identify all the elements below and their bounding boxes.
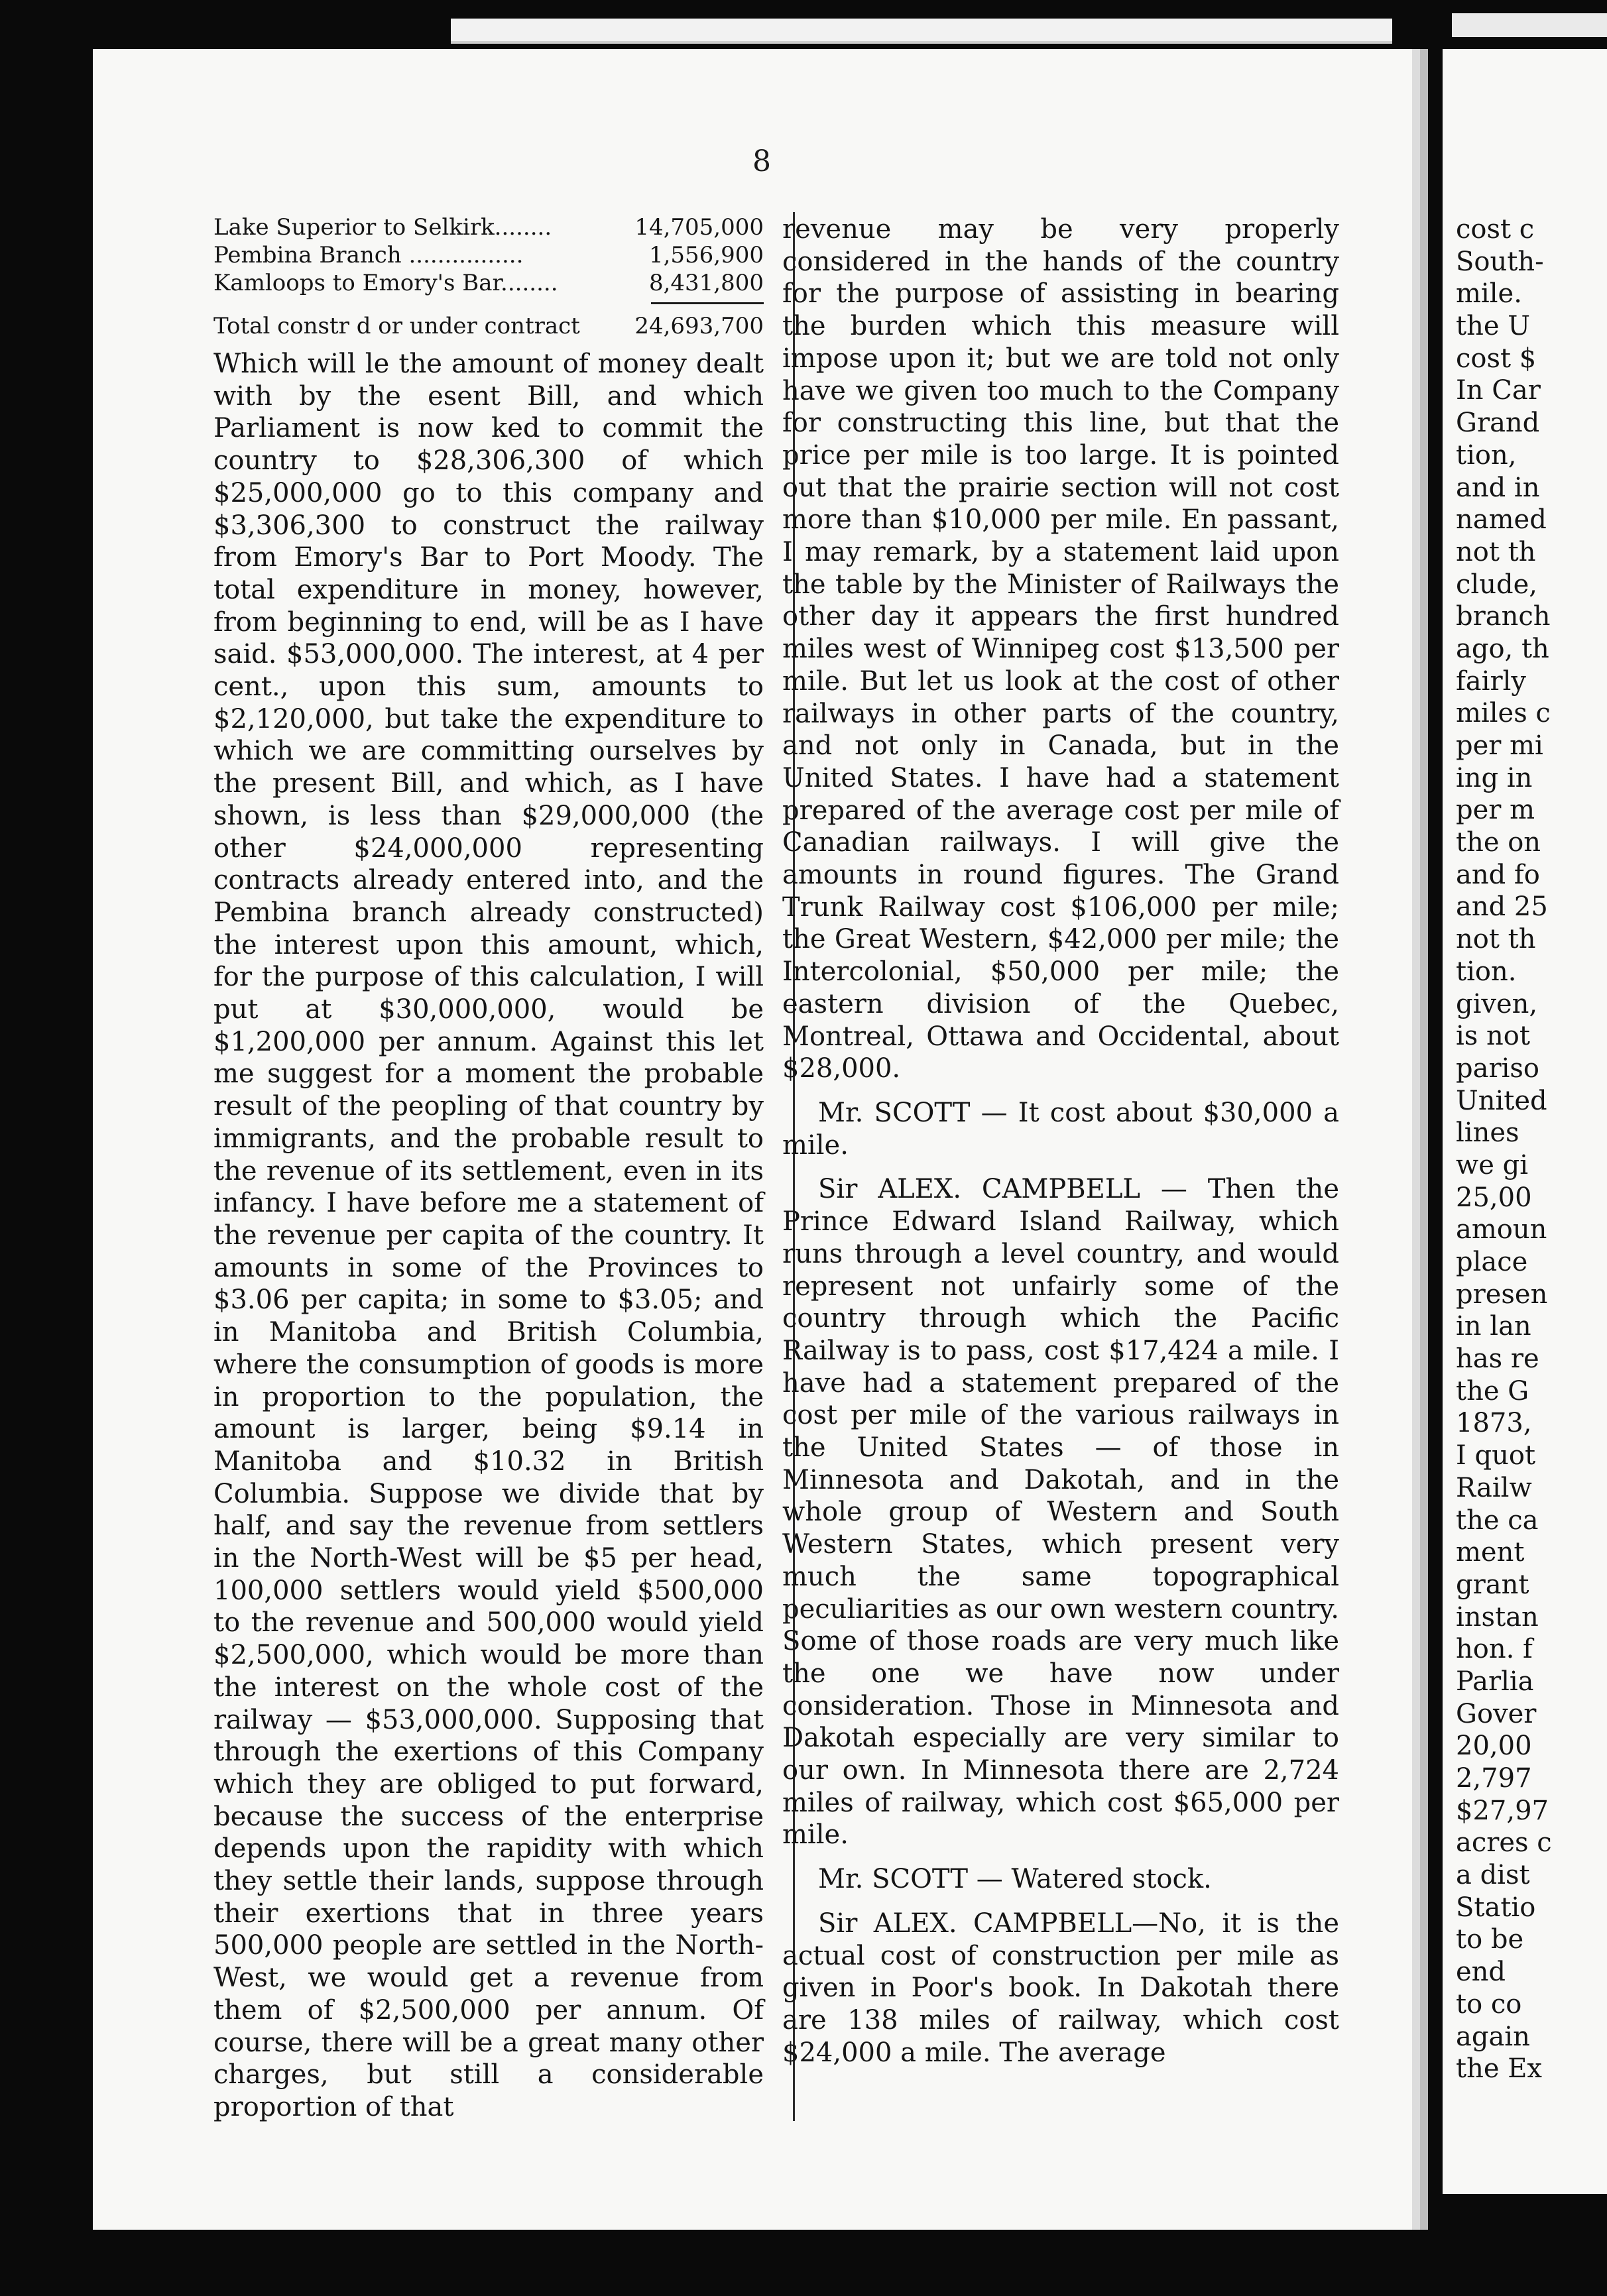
right-column-line: United <box>1456 1085 1547 1116</box>
page-number: 8 <box>752 144 771 178</box>
total-row <box>213 312 764 340</box>
right-column-line: has re <box>1456 1344 1539 1375</box>
right-column-line: given, <box>1456 988 1538 1019</box>
right-column-line: not th <box>1456 924 1536 955</box>
right-column-line: Gover <box>1456 1698 1537 1729</box>
right-column-line: Railw <box>1456 1472 1532 1503</box>
right-column-line: branch <box>1456 601 1551 632</box>
table-row <box>213 269 764 297</box>
table-row-value: 14,705,000 <box>634 214 764 241</box>
right-column-line: Statio <box>1456 1892 1536 1923</box>
right-column-line: 25,00 <box>1456 1182 1532 1213</box>
cost-table <box>213 213 764 297</box>
middle-column <box>782 213 1339 2069</box>
mid-paragraph-5: Sir ALEX. CAMPBELL—No, it is the actual cost of construction per mile as given in Poor's book. In Dakotah there are 138 miles of railway, which cost $24,000 a mile. The average <box>782 1908 1339 2068</box>
right-column-line: per mi <box>1456 730 1543 761</box>
table-row-label: Lake Superior to Selkirk........ <box>213 214 552 241</box>
table-row <box>213 213 764 241</box>
right-column-line: the U <box>1456 311 1530 342</box>
right-column-line: pariso <box>1456 1053 1539 1084</box>
right-column-line: we gi <box>1456 1149 1529 1180</box>
right-column-fragments <box>1456 213 1602 2085</box>
right-column-line: lines <box>1456 1118 1519 1149</box>
right-column-line: 2,797 <box>1456 1763 1532 1794</box>
right-column-line: the G <box>1456 1375 1529 1406</box>
mid-paragraph-1: revenue may be very properly considered in the hands of the country for the purpose of assisting in bearing the burden which this measure will impose upon it; but we are told not only have we given too much to the Company for constructing this line, but that the price per mile is too large. It is pointed out that the prairie section will not cost more than $10,000 per mile. En passant, I may remark, by a statement laid upon the table by the Minister of Railways the other day it appears the first hundred miles west of Winnipeg cost $13,500 per mile. But let us look at the cost of other railways in other parts of the country, and not only in Canada, but in the United States. I have had a statement prepared of the average cost per mile of Canadian railways. I will give the amounts in round figures. The Grand Trunk Railway cost $106,000 per mile; the Great Western, $42,000 per mile; the Intercolonial, $50,000 per mile; the eastern division of the Quebec, Montreal, Ottawa and Occidental, about $28,000. <box>782 214 1339 1084</box>
right-column-line: In Car <box>1456 375 1541 406</box>
right-column-line: miles c <box>1456 698 1551 729</box>
right-column-line: cost c <box>1456 214 1535 245</box>
right-column-line: cost $ <box>1456 343 1537 374</box>
right-column-line: clude, <box>1456 569 1537 600</box>
right-column-line: fairly <box>1456 665 1526 697</box>
right-column-line: tion, <box>1456 439 1517 471</box>
right-column-line: the ca <box>1456 1505 1539 1536</box>
right-column-line: is not <box>1456 1021 1530 1052</box>
right-column-line: ment <box>1456 1537 1525 1568</box>
left-column <box>213 213 764 2124</box>
mid-paragraph-2: Mr. SCOTT — It cost about $30,000 a mile. <box>782 1097 1339 1161</box>
right-column-line: ago, th <box>1456 633 1549 664</box>
right-column-line: grant <box>1456 1569 1529 1600</box>
right-column-line: I quot <box>1456 1440 1536 1471</box>
right-column-line: mile. <box>1456 278 1522 310</box>
right-column-line: South- <box>1456 246 1544 277</box>
mid-paragraph-3: Sir ALEX. CAMPBELL — Then the Prince Edward Island Railway, which runs through a level country, and would represent not unfairly some of the country through which the Pacific Railway is to pass, cost $17,424 a mile. I have had a statement prepared of the cost per mile of the various railways in the United States — of those in Minnesota and Dakotah, and in the whole group of Western and South Western States, which present very much the same topographical peculiarities as our own western country. Some of those roads are very much like the one we have now under consideration. Those in Minnesota and Dakotah especially are very similar to our own. In Minnesota there are 2,724 miles of railway, which cost $65,000 per mile. <box>782 1174 1339 1851</box>
right-column-line: 1873, <box>1456 1408 1532 1439</box>
film-strip-top <box>451 19 1392 44</box>
total-value: 24,693,700 <box>634 313 764 339</box>
right-column-line: Parlia <box>1456 1666 1534 1697</box>
right-column-line: ing in <box>1456 762 1533 793</box>
film-strip-top-right <box>1452 13 1607 37</box>
table-row-value: 1,556,900 <box>648 242 764 268</box>
right-column-line: per m <box>1456 795 1535 826</box>
right-column-line: and fo <box>1456 859 1540 890</box>
right-column-line: hon. f <box>1456 1634 1533 1665</box>
table-row-value: 8,431,800 <box>648 270 764 296</box>
mid-paragraph-4: Mr. SCOTT — Watered stock. <box>818 1864 1212 1895</box>
right-column-line: and 25 <box>1456 891 1548 923</box>
right-column-line: to co <box>1456 1988 1522 2020</box>
right-column-line: and in <box>1456 472 1540 503</box>
right-column-line: acres c <box>1456 1827 1552 1859</box>
right-column-line: Grand <box>1456 408 1540 439</box>
right-column-line: the Ex <box>1456 2053 1542 2085</box>
left-body-text: Which will le the amount of money dealt with by the esent Bill, and which Parliament is now ked to commit the country to $28,306,300 of which $25,000,000 go to this company and $3,306,300 to construct the railway from Emory's Bar to Port Moody. The total expenditure in money, however, from beginning to end, will be as I have said. $53,000,000. The interest, at 4 per cent., upon this sum, amounts to $2,120,000, but take the expenditure to which we are committing ourselves by the present Bill, and which, as I have shown, is less than $29,000,000 (the other $24,000,000 representing contracts already entered into, and the Pembina branch already constructed) the interest upon this amount, which, for the purpose of this calculation, I will put at $30,000,000, would be $1,200,000 per annum. Against this let me suggest for a moment the probable result of the peopling of that country by immigrants, and the probable result to the revenue of its settlement, even in its infancy. I have before me a statement of the revenue per capita of the country. It amounts in some of the Provinces to $3.06 per capita; in some to $3.05; and in Manitoba and British Columbia, where the consumption of goods is more in proportion to the population, the amount is larger, being $9.14 in Manitoba and $10.32 in British Columbia. Suppose we divide that by half, and say the revenue from settlers in the North-West will be $5 per head, 100,000 settlers would yield $500,000 to the revenue and 500,000 would yield $2,500,000, which would be more than the interest on the whole cost of the railway — $53,000,000. Supposing that through the exertions of this Company which they are obliged to put forward, because the success of the enterprise depends upon the rapidity with which they settle their lands, suppose through their exertions that in three years 500,000 people are settled in the North-West, we would get a revenue from them of $2,500,000 per annum. Of course, there will be a great many other charges, but still a considerable proportion of that <box>213 349 764 2122</box>
table-row-label: Pembina Branch ................ <box>213 242 524 268</box>
right-column-line: tion. <box>1456 956 1517 987</box>
right-column-line: presen <box>1456 1279 1548 1310</box>
right-column-line: end <box>1456 1957 1506 1988</box>
table-row-label: Kamloops to Emory's Bar........ <box>213 270 558 296</box>
right-column-line: place <box>1456 1247 1528 1277</box>
right-column-line: to be <box>1456 1924 1524 1955</box>
right-column-line: in lan <box>1456 1311 1531 1342</box>
right-column-line: instan <box>1456 1601 1539 1633</box>
total-label: Total constr d or under contract <box>213 313 580 339</box>
right-column-line: $27,97 <box>1456 1795 1549 1826</box>
sum-rule <box>651 302 764 304</box>
right-column-line: a dist <box>1456 1860 1530 1891</box>
right-column-line: the on <box>1456 827 1541 858</box>
right-column-line: 20,00 <box>1456 1731 1532 1762</box>
right-column-line: named <box>1456 504 1547 536</box>
right-column-line: not th <box>1456 536 1536 567</box>
table-row <box>213 241 764 269</box>
right-column-line: again <box>1456 2021 1530 2052</box>
right-column-line: amoun <box>1456 1214 1547 1245</box>
